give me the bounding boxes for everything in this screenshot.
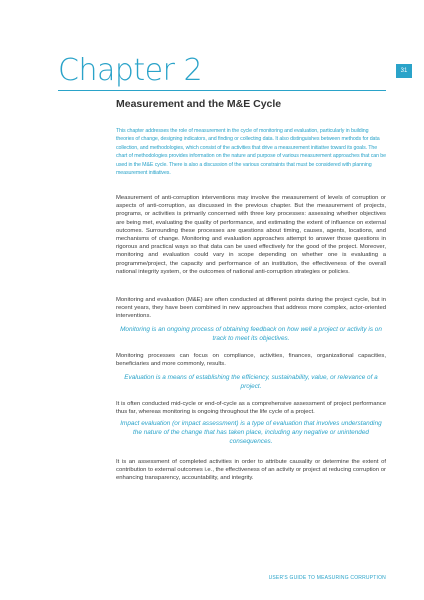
title-divider: [58, 90, 386, 91]
body-paragraph: It is often conducted mid-cycle or end-of-cycle as a comprehensive assessment of project performance thus far, whereas monitoring is ongoing throughout the life cycle of a project.: [116, 401, 386, 416]
page-number: 31: [396, 64, 412, 78]
chapter-title: Chapter 2: [58, 53, 203, 88]
definition-quote: Monitoring is an ongoing process of obtaining feedback on how well a project or activity is on track to meet its objectives.: [120, 326, 382, 342]
definition-quote: Evaluation is a means of establishing the efficiency, sustainability, value, or relevance of a project.: [124, 374, 378, 390]
chapter-intro: This chapter addresses the role of measurement in the cycle of monitoring and evaluation, particularly in building theories of change, designing indicators, and finding or collecting data. It also distinguishes between methods for data collection, and methodologies, which consist of the activities that drive a measurement initiative toward its goals. The chart of methodologies provides information on the nature and purpose of various measurement approaches that can be used in the M&E cycle. There is also a discussion of the various constraints that must be considered with planning measurement initiatives.: [116, 128, 386, 177]
running-footer: USER'S GUIDE TO MEASURING CORRUPTION: [268, 575, 386, 581]
body-paragraph: Monitoring and evaluation (M&E) are often conducted at different points during the project cycle, but in recent years, they have been combined in new approaches that address more complex, actor-oriented interventions.: [116, 297, 386, 320]
section-heading: Measurement and the M&E Cycle: [116, 98, 282, 110]
body-paragraph: Measurement of anti-corruption interventions may involve the measurement of levels of corruption or aspects of anti-corruption, as discussed in the previous chapter. But the measurement of projects, programs, or activities is primarily concerned with three key processes: assessing whether objectives are being met, evaluating the quality of performance, and estimating the extent of influence on external outcomes. Surrounding these processes are questions about timing, causes, agents, locations, and mechanisms of change. Monitoring and evaluation approaches attempt to answer those questions in rigorous and practical ways so that data can be used effectively for the good of the project. Moreover, monitoring and evaluation could vary in scope depending on whether one is evaluating a programme/project, the capacity and performance of an institution, the effectiveness of the overall national integrity system, or the outcomes of national anti-corruption strategies or policies.: [116, 195, 386, 275]
body-paragraph: It is an assessment of completed activities in order to attribute causality or determine the extent of contribution to external outcomes i.e., the effectiveness of an activity or project at reducing corruption or enhancing transparency, accountability, and integrity.: [116, 459, 386, 482]
definition-quote: Impact evaluation (or impact assessment) is a type of evaluation that involves understanding the nature of the change that has taken place, including any negative or unintended consequences.: [120, 420, 382, 445]
body-paragraph: Monitoring processes can focus on compliance, activities, finances, organizational capacities, beneficiaries and more commonly, results.: [116, 353, 386, 368]
